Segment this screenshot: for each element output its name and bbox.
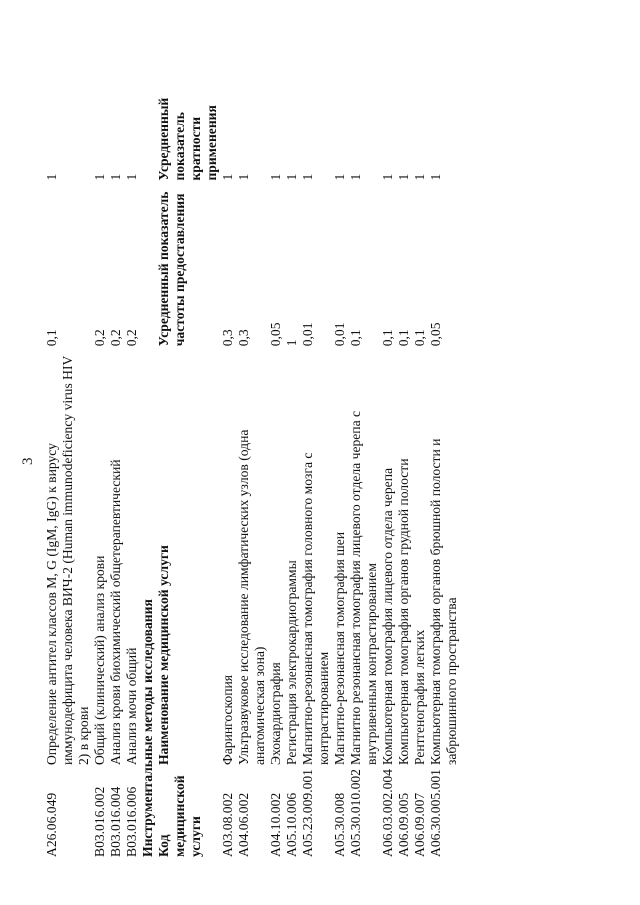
multiplicity-value: 1 [236, 173, 251, 181]
service-code: A03.08.002 [220, 792, 235, 857]
multiplicity-value: 1 [348, 173, 363, 181]
multiplicity-value: 1 [92, 173, 107, 181]
frequency-value: 0,01 [300, 322, 315, 347]
medical-services-table [44, 57, 460, 857]
table-row [300, 57, 332, 857]
service-name: Общий (клинический) анализ крови [92, 555, 107, 766]
header-code: Код медицинской услуги [156, 775, 203, 857]
frequency-value: 0,01 [332, 322, 347, 347]
header-multiplicity: Усредненный показатель кратности применения [156, 97, 219, 181]
multiplicity-value: 1 [380, 173, 395, 181]
service-code: A05.30.010.002 [348, 769, 363, 857]
table-row [380, 57, 396, 857]
section-header-body [140, 57, 220, 857]
section-title: Инструментальные методы исследования [140, 599, 155, 857]
frequency-value: 1 [284, 339, 299, 347]
multiplicity-value: 1 [428, 173, 443, 181]
frequency-value: 0,1 [380, 329, 395, 347]
table-row [412, 57, 428, 857]
table-row [428, 57, 460, 857]
table-main-body [220, 57, 460, 857]
service-name: Регистрация электрокардиограммы [284, 560, 299, 766]
multiplicity-value: 1 [220, 173, 235, 181]
service-code: A06.09.007 [412, 792, 427, 857]
frequency-value: 0,2 [124, 329, 139, 347]
service-code: A05.23.009.001 [300, 769, 315, 857]
service-name: Анализ крови биохимический общетерапевтический [108, 459, 123, 766]
service-code: B03.016.006 [124, 786, 139, 857]
multiplicity-value: 1 [300, 173, 315, 181]
multiplicity-value: 1 [108, 173, 123, 181]
frequency-value: 0,3 [220, 329, 235, 347]
multiplicity-value: 1 [412, 173, 427, 181]
service-name: Магнитно-резонансная томография головного мозга с контрастированием [300, 452, 331, 766]
table-top-body [44, 57, 140, 857]
service-code: B03.016.004 [108, 786, 123, 857]
service-code: A06.09.005 [396, 792, 411, 857]
section-row [140, 57, 156, 857]
frequency-value: 0,3 [236, 329, 251, 347]
table-row [108, 57, 124, 857]
frequency-value: 0,2 [108, 329, 123, 347]
service-code: A05.30.008 [332, 792, 347, 857]
service-code: A05.10.006 [284, 792, 299, 857]
service-name: Ультразвуковое исследование лимфатических узлов (одна анатомическая зона) [236, 429, 267, 766]
table-row [44, 57, 92, 857]
service-code: A06.30.005.001 [428, 769, 443, 857]
multiplicity-value: 1 [268, 173, 283, 181]
service-name: Рентгенография легких [412, 629, 427, 766]
service-name: Магнитно-резонансная томография шеи [332, 531, 347, 766]
service-code: A06.03.002.004 [380, 769, 395, 857]
multiplicity-value: 1 [396, 173, 411, 181]
frequency-value: 0,1 [348, 329, 363, 347]
service-code: A26.06.049 [44, 792, 59, 857]
service-code: B03.016.002 [92, 786, 107, 857]
multiplicity-value: 1 [284, 173, 299, 181]
frequency-value: 0,05 [428, 322, 443, 347]
table-header-row [156, 57, 220, 857]
frequency-value: 0,1 [44, 329, 59, 347]
service-name: Компьютерная томография органов брюшной полости и забрюшинного пространства [428, 438, 459, 766]
table-row [284, 57, 300, 857]
service-code: A04.10.002 [268, 792, 283, 857]
table-row [332, 57, 348, 857]
frequency-value: 0,05 [268, 322, 283, 347]
header-frequency: Усредненный показатель частоты предоставления [156, 191, 187, 347]
service-name: Анализ мочи общий [124, 647, 139, 766]
table-row [396, 57, 412, 857]
page-number: 3 [20, 457, 36, 465]
table-row [348, 57, 380, 857]
service-name: Магнитно резонансная томография лицевого отдела черепа с внутривенным контрастированием [348, 410, 379, 766]
multiplicity-value: 1 [44, 173, 59, 181]
frequency-value: 0,2 [92, 329, 107, 347]
multiplicity-value: 1 [124, 173, 139, 181]
table-row [268, 57, 284, 857]
service-name: Определение антител классов M, G (IgM, IgG) к вирусу иммунодефицита человека ВИЧ-2 (Human immunodeficiency virus HIV 2) в крови [44, 355, 91, 766]
frequency-value: 0,1 [396, 329, 411, 347]
header-name: Наименование медицинской услуги [156, 545, 171, 766]
service-name: Эхокардиография [268, 662, 283, 766]
table-row [220, 57, 236, 857]
table-row [124, 57, 140, 857]
multiplicity-value: 1 [332, 173, 347, 181]
service-code: A04.06.002 [236, 792, 251, 857]
table-row [236, 57, 268, 857]
service-name: Фарингоскопия [220, 674, 235, 766]
frequency-value: 0,1 [412, 329, 427, 347]
service-name: Компьютерная томография органов грудной полости [396, 458, 411, 766]
table-row [92, 57, 108, 857]
service-name: Компьютерная томография лицевого отдела черепа [380, 467, 395, 766]
